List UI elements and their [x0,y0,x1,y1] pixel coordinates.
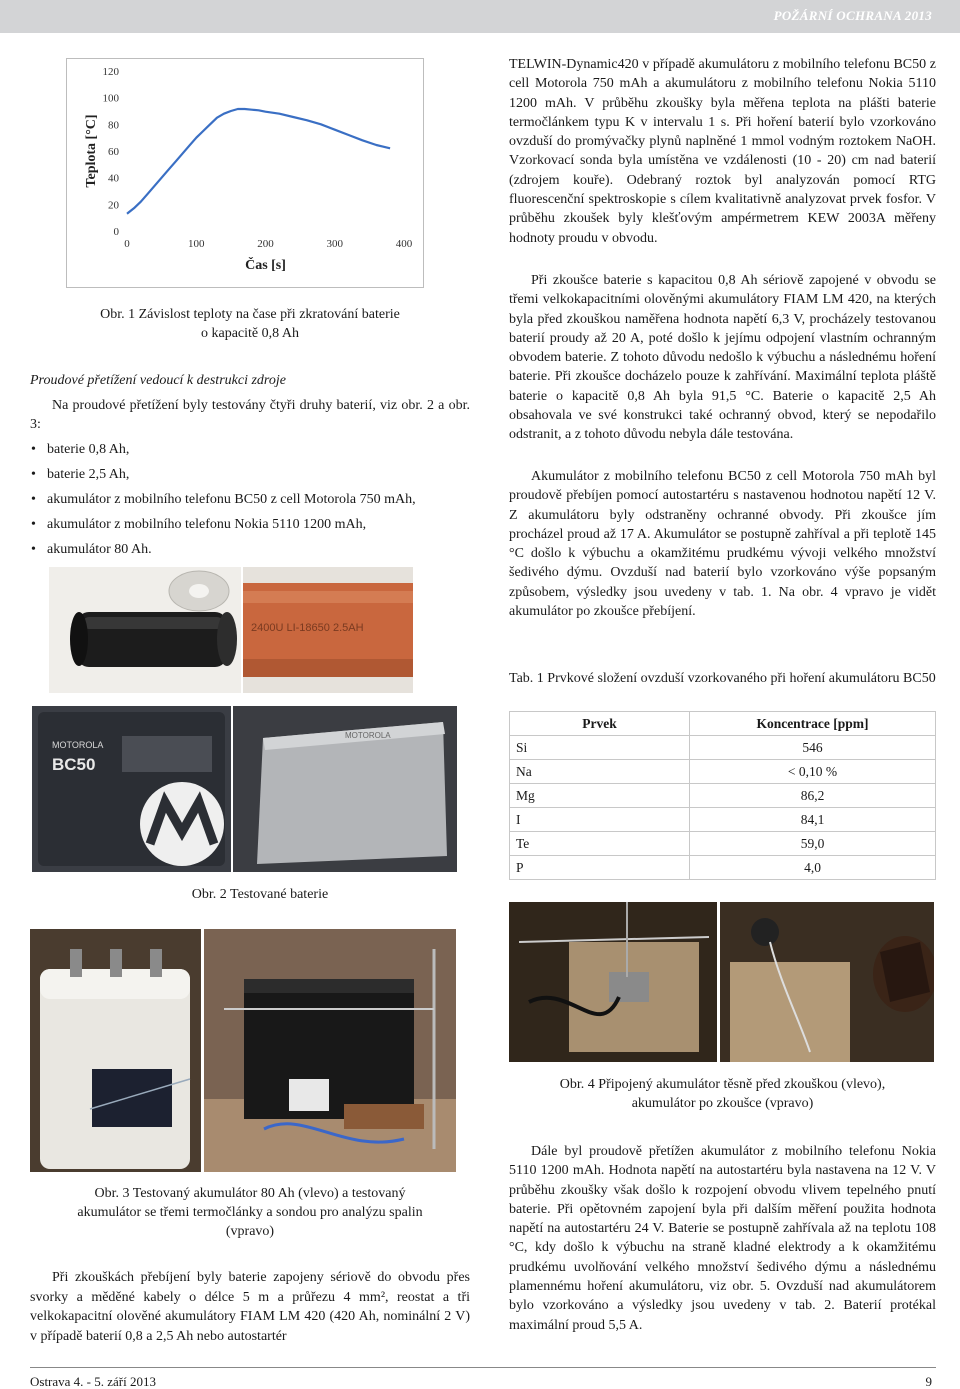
table-header-concentration: Koncentrace [ppm] [690,712,936,736]
y-tick-label: 60 [108,146,119,158]
table-cell: < 0,10 % [690,760,936,784]
table-cell: I [510,808,690,832]
table-header-row [510,712,936,736]
left-bottom-paragraph: Při zkouškách přebíjení byly baterie zapojeny sériově do obvodu přes svorky a měděné kabely o délce 5 m a průřezu 4 mm², reostat a tři velkokapacitní olověné akumulátory FIAM LM 420 (420 Ah, nominální 2 V) v případě baterií 0,8 a 2,5 Ah nebo autostartér [30,1270,470,1344]
table-1 [509,711,936,880]
figure-2-caption: Obr. 2 Testované baterie [191,887,329,902]
photo-connected-accumulator [509,902,717,1062]
accumulator-80ah-image [30,929,201,1172]
x-tick-label: 300 [326,238,343,250]
y-axis-label: Teplota [°C] [84,114,99,188]
connected-accumulator-image [509,902,717,1062]
page-number: 9 [925,1374,932,1389]
accumulator-setup-image [204,929,456,1172]
figure-3-caption-line3: (vpravo) [225,1224,275,1239]
right-paragraph-3: Akumulátor z mobilního telefonu BC50 z cell Motorola 750 mAh byl proudově přebíjen pomocí autostartéru s nastavenou hodnotou napětí 12 V. Z akumulátoru byly odstraněny ochranné obvody. Při zkoušce jím procházel proud až 17 A. Akumulátor se postupně zahříval a při teplotě 145 °C došlo k výbuchu a okamžitému prudkému vývoji velkého množství šedivého dýmu. Ovzduší nad baterií bylo vzorkováno výše popsaným způsobem, výsledky jsou uvedeny v tab. 1. Na obr. 4 vpravo je vidět akumulátor po zkoušce přebíjení. [509,469,936,620]
photo-battery-2-5ah [243,567,413,693]
burnt-accumulator-image [720,902,934,1062]
battery-2-5ah-label: 2400U LI-18650 2.5AH [251,622,364,634]
x-axis-label: Čas [s] [245,258,286,273]
photo-burnt-accumulator [720,902,934,1062]
temperature-chart [66,58,424,288]
table-cell: 4,0 [690,856,936,880]
table-row [510,736,936,760]
bc50-front-image [32,706,231,872]
x-tick-label: 100 [188,238,205,250]
photo-bc50-back [233,706,457,872]
photo-battery-0-8ah [49,567,241,693]
photo-accumulator-80ah [30,929,201,1172]
y-tick-label: 120 [102,66,119,78]
table-cell: Mg [510,784,690,808]
x-tick-label: 200 [257,238,274,250]
bc50-back-brand: MOTOROLA [345,731,391,740]
right-paragraph-2: Při zkoušce baterie s kapacitou 0,8 Ah sériově zapojené v obvodu se třemi velkokapacitními olověnými akumulátory FIAM LM 420, na kterých byla před zkouškou naměřena hodnota napětí 6,3 V, procházely testovanou baterií proudy až 20 A, poté došlo k jejímu odpojení vlastním ochranným obvodem baterie. Z tohoto důvodu nedošlo k výbuchu a následnému hoření baterie. Při zkoušce docházelo pouze k zahřívání. Maximální teplota pláště baterie o kapacitě 0,8 Ah byla 91,5 °C. Baterie o kapacitě 2,5 Ah obsahovala ve své konstrukci také ochranný obvod, který se nepodařilo odstranit, a z tohoto důvodu nebyla dále testována. [509,273,936,443]
battery-2-5ah-image [243,567,413,693]
table-row [510,832,936,856]
photo-bc50-front [32,706,231,872]
table-cell: 546 [690,736,936,760]
bc50-brand-label: MOTOROLA [52,740,104,750]
list-item: • akumulátor z mobilního telefonu BC50 z cell Motorola 750 mAh, [30,490,470,515]
right-paragraph-1: TELWIN-Dynamic420 v případě akumulátoru z mobilního telefonu BC50 z cell Motorola 750 mAh a akumulátoru z mobilního telefonu Nokia 5110 1200 mAh. V průběhu zkoušky byla měřena teplota na plášti baterie termočlánkem typu K v intervalu 1 s. Při hoření baterií bylo vzorkováno ovzduší do promývačky plynů naplněné 1 mmol vodným roztokem NaOH. Vzorkovací sonda byla umístěna ve vzdálenosti (10 - 20) cm nad baterií (zdrojem kouře). Odebraný roztok byl analyzován pomocí RTG fluorescenční spektroskopie s cílem kvalitativně analyzovat prvek fosfor. V průběhu zkoušek byly klešťovým ampérmetrem KEW 2003A měřeny hodnoty proudu v obvodu. [509,57,936,246]
list-item: • baterie 2,5 Ah, [30,465,470,490]
table-row [510,760,936,784]
left-intro-paragraph: Na proudové přetížení byly testovány čtyři druhy baterií, viz obr. 2 a obr. 3: [30,398,470,433]
journal-title: POŽÁRNÍ OCHRANA 2013 [773,8,932,23]
table-header-element: Prvek [510,712,690,736]
x-tick-label: 0 [124,238,130,250]
x-tick-label: 400 [395,238,413,250]
table-cell: Na [510,760,690,784]
right-bottom-paragraph: Dále byl proudově přetížen akumulátor z mobilního telefonu Nokia 5110 1200 mAh. Hodnota napětí na autostartéru byla nastavena na 12 V. V průběhu zkoušky však došlo k rozpojení obvodu vlivem tepelného pnutí baterie. Při opětovném zapojení byla při dalším měření použita hodnota napětí na autostartéru 24 V. Baterie se postupně zahřívala až na teplotu 108 °C, kdy došlo k výbuchu na straně kladné elektrody a k okamžitému prudkému uvolňování velkého množství šedivého dýmu a následnému plamennému hoření akumulátoru, viz obr. 5. Ovzduší nad akumulátorem bylo vzorkováno a výsledky jsou uvedeny v tab. 2. Baterií protékal maximální proud 5,5 A. [509,1144,936,1333]
table-cell: 59,0 [690,832,936,856]
y-tick-label: 40 [108,172,119,185]
battery-list [30,440,470,565]
list-item: • akumulátor z mobilního telefonu Nokia 5110 1200 mAh, [30,515,470,540]
figure-1-caption [30,305,470,343]
y-tick-label: 20 [108,199,119,212]
figure-1-caption-line2: o kapacitě 0,8 Ah [201,326,299,341]
y-tick-label: 100 [102,92,119,105]
bc50-back-image [233,706,457,872]
figure-3-caption-line1: Obr. 3 Testovaný akumulátor 80 Ah (vlevo) a testovaný [94,1186,406,1201]
series-line [127,109,390,214]
figure-4-caption [509,1075,936,1113]
bc50-model-label: BC50 [52,755,96,774]
figure-4-caption-line1: Obr. 4 Připojený akumulátor těsně před zkouškou (vlevo), [559,1077,886,1092]
figure-4-caption-line2: akumulátor po zkoušce (vpravo) [631,1096,814,1111]
section-heading: Proudové přetížení vedoucí k destrukci zdroje [30,373,286,388]
temperature-chart-svg [67,59,423,287]
table-cell: 84,1 [690,808,936,832]
table-cell: P [510,856,690,880]
y-tick-label: 80 [108,119,119,132]
footer-divider [30,1367,936,1368]
table-row [510,784,936,808]
table-cell: Te [510,832,690,856]
list-item: • akumulátor 80 Ah. [30,540,470,565]
table-cell: 86,2 [690,784,936,808]
battery-0-8ah-image [49,567,241,693]
figure-3-caption [30,1184,470,1241]
y-tick-label: 0 [113,226,119,238]
figure-1-caption-line1: Obr. 1 Závislost teploty na čase při zkratování baterie [100,307,400,322]
table-row [510,856,936,880]
figure-3-caption-line2: akumulátor se třemi termočlánky a sondou pro analýzu spalin [77,1205,423,1220]
table-1-caption: Tab. 1 Prvkové složení ovzduší vzorkovaného při hoření akumulátoru BC50 [509,671,936,686]
table-row [510,808,936,832]
photo-accumulator-setup [204,929,456,1172]
list-item: • baterie 0,8 Ah, [30,440,470,465]
table-cell: Si [510,736,690,760]
footer-conference-date: Ostrava 4. - 5. září 2013 [30,1374,156,1389]
